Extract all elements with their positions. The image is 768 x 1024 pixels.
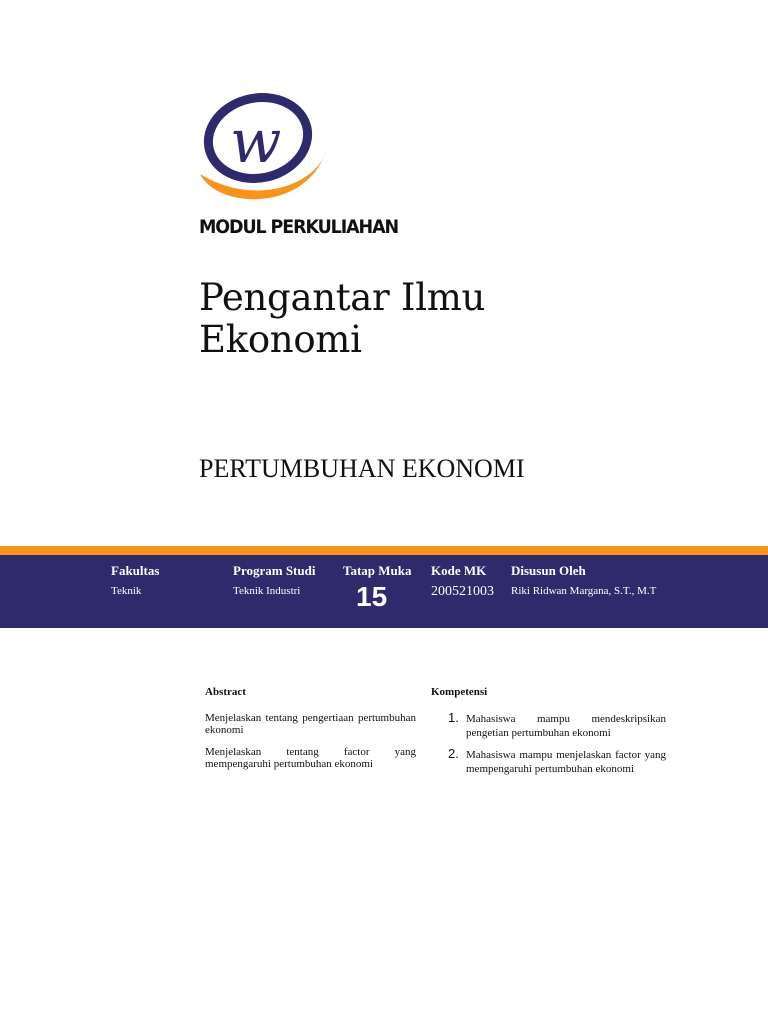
disusun-oleh-column — [511, 563, 656, 597]
university-logo-icon — [196, 88, 330, 206]
kompetensi-heading: Kompetensi — [431, 686, 488, 698]
kompetensi-list — [431, 712, 666, 776]
tatap-muka-column — [343, 563, 412, 613]
abstract-section — [205, 686, 416, 780]
tatap-muka-value: 15 — [356, 581, 388, 612]
program-studi-value: Teknik Industri — [233, 585, 301, 597]
kode-mk-column — [431, 563, 494, 600]
kode-mk-value: 200521003 — [431, 584, 494, 599]
kompetensi-section — [431, 686, 666, 784]
program-studi-column — [233, 563, 315, 597]
disusun-oleh-label: Disusun Oleh — [511, 563, 586, 578]
abstract-paragraph: Menjelaskan tentang factor yang mempengaruhi pertumbuhan ekonomi — [205, 746, 416, 770]
fakultas-value: Teknik — [111, 585, 142, 597]
list-item — [431, 712, 666, 740]
tatap-muka-label: Tatap Muka — [343, 563, 412, 578]
orange-stripe — [0, 546, 768, 555]
fakultas-column — [111, 563, 159, 597]
fakultas-label: Fakultas — [111, 563, 160, 578]
list-item-number: 2. — [448, 746, 459, 761]
program-studi-label: Program Studi — [233, 563, 316, 578]
topic-title: PERTUMBUHAN EKONOMI — [199, 454, 525, 483]
abstract-heading: Abstract — [205, 686, 246, 698]
abstract-paragraph: Menjelaskan tentang pengertiaan pertumbuhan ekonomi — [205, 712, 416, 736]
list-item-text: Mahasiswa mampu mendeskripsikan pengetian pertumbuhan ekonomi — [466, 713, 666, 739]
list-item — [431, 748, 666, 776]
kode-mk-label: Kode MK — [431, 563, 487, 578]
course-title: Pengantar Ilmu Ekonomi — [199, 276, 486, 361]
module-label: MODUL PERKULIAHAN — [199, 216, 399, 238]
svg-text:w: w — [230, 107, 282, 177]
disusun-oleh-value: Riki Ridwan Margana, S.T., M.T — [511, 585, 657, 597]
list-item-text: Mahasiswa mampu menjelaskan factor yang mempengaruhi pertumbuhan ekonomi — [466, 749, 666, 775]
list-item-number: 1. — [448, 710, 459, 725]
info-band — [0, 555, 768, 628]
